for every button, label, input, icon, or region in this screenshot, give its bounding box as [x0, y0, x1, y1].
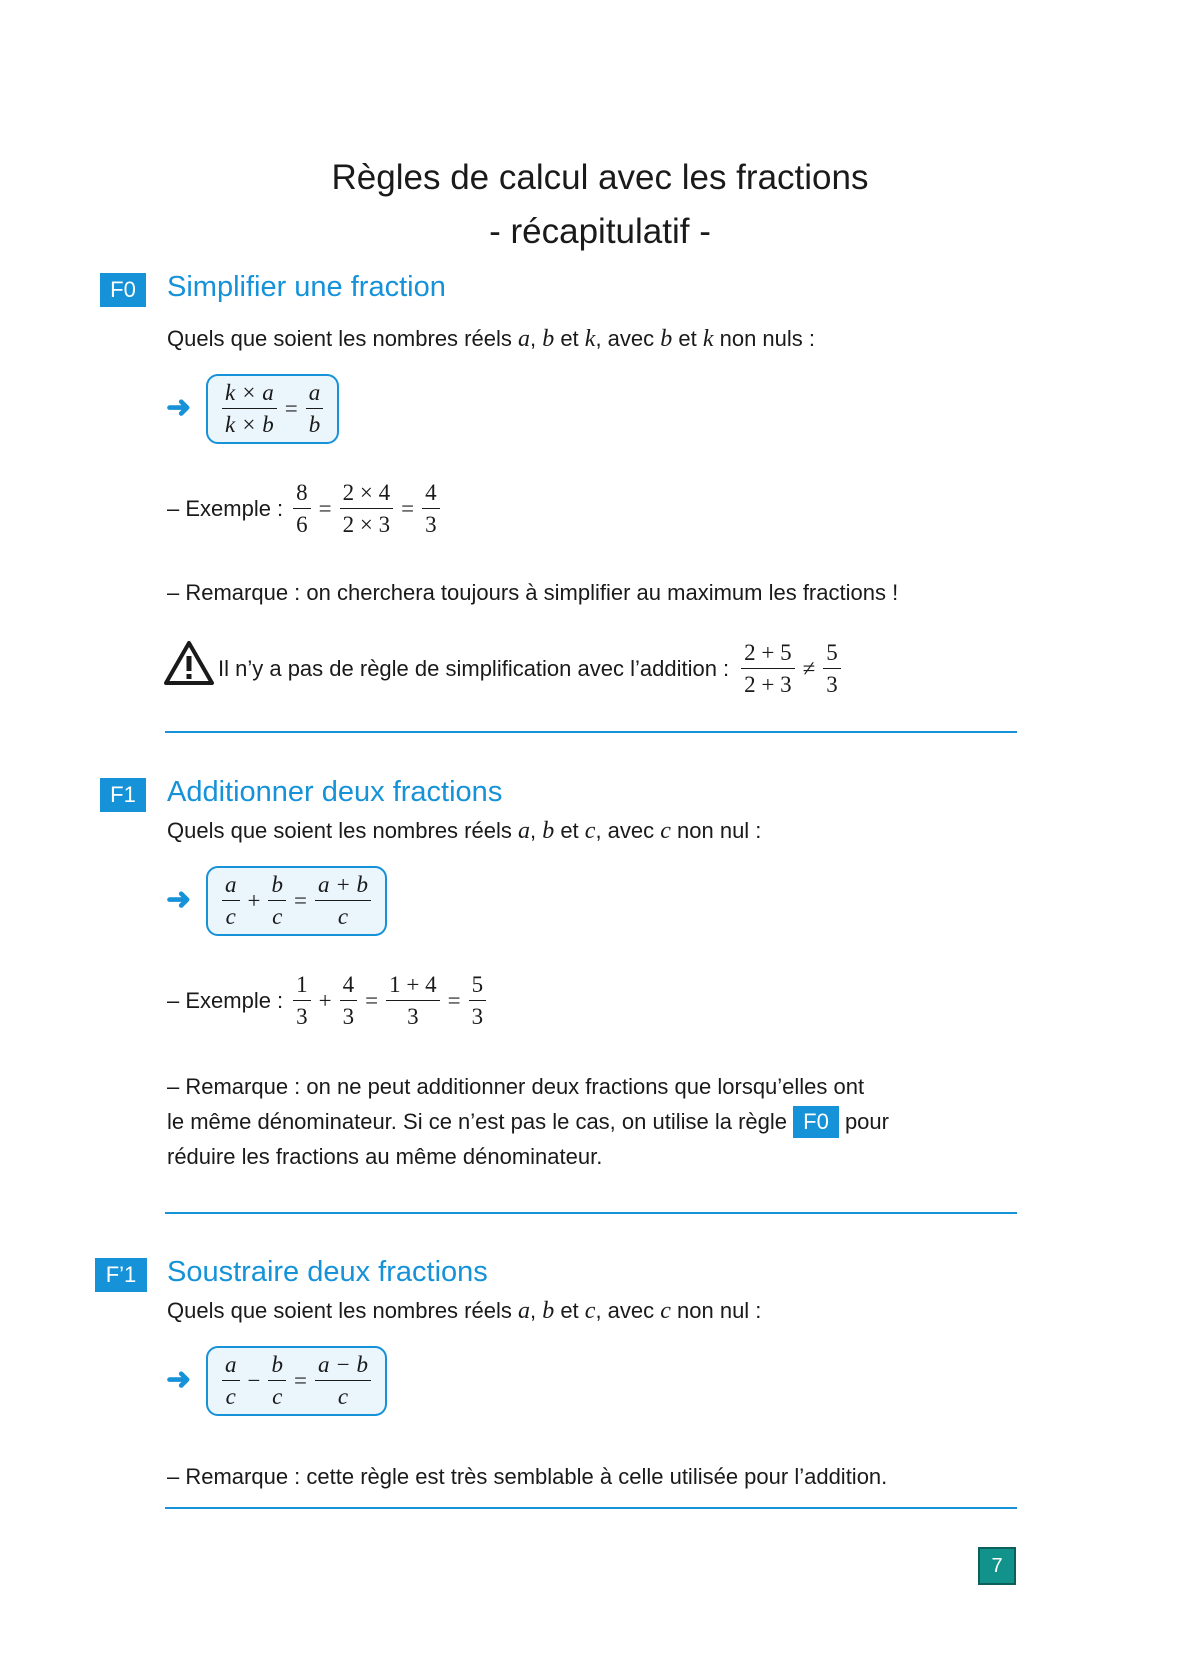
example-formula: $\frac{1}{3}$ + $\frac{4}{3}$ = $\frac{1 + 4}{3}$ = $\frac{5}{3}$: [289, 972, 490, 1030]
rule-formula: $\frac{k \times a}{k \times b}$ = $\frac{a}{b}$: [218, 380, 327, 438]
fraction: $\frac{a}{c}$: [222, 1352, 240, 1410]
fraction: $\frac{5}{3}$: [823, 640, 841, 698]
rule-formula-box: [206, 866, 387, 936]
example-formula: $\frac{8}{6}$ = $\frac{2 \times 4}{2 \times 3}$ = $\frac{4}{3}$: [289, 480, 443, 538]
fraction: $\frac{8}{6}$: [293, 480, 311, 538]
section-tag: F’1: [95, 1258, 147, 1292]
section-remark-line2: le même dénominateur. Si ce n’est pas le cas, on utilise la règle F0 pour: [167, 1106, 889, 1138]
fraction: $\frac{k \times a}{k \times b}$: [222, 380, 277, 438]
fraction: $\frac{1}{3}$: [293, 972, 311, 1030]
section-divider: [165, 1212, 1017, 1214]
section-divider: [165, 731, 1017, 733]
warning-text: Il n’y a pas de règle de simplification avec l’addition :: [218, 655, 730, 681]
rule-formula-box: [206, 1346, 387, 1416]
fraction: $\frac{a}{c}$: [222, 872, 240, 930]
page-title: Règles de calcul avec les fractions: [331, 158, 869, 197]
arrow-right-icon: ➜: [166, 391, 192, 424]
fraction: $\frac{a - b}{c}$: [315, 1352, 371, 1410]
arrow-right-icon: ➜: [166, 883, 192, 916]
section-remark-line1: – Remarque : on ne peut additionner deux fractions que lorsqu’elles ont: [167, 1074, 865, 1099]
section-intro: Quels que soient les nombres réels a, b et c, avec c non nul :: [167, 818, 762, 844]
rule-formula: $\frac{a}{c}$ + $\frac{b}{c}$ = $\frac{a + b}{c}$: [218, 872, 375, 930]
fraction: $\frac{a}{b}$: [306, 380, 324, 438]
section-divider: [165, 1507, 1017, 1509]
arrow-right-icon: ➜: [166, 1363, 192, 1396]
fraction: $\frac{4}{3}$: [422, 480, 440, 538]
fraction: $\frac{b}{c}$: [268, 872, 286, 930]
page-subtitle: - récapitulatif -: [489, 212, 711, 251]
fraction: $\frac{a + b}{c}$: [315, 872, 371, 930]
fraction: $\frac{1 + 4}{3}$: [386, 972, 439, 1030]
fraction: $\frac{5}{3}$: [469, 972, 487, 1030]
rule-formula: $\frac{a}{c}$ − $\frac{b}{c}$ = $\frac{a - b}{c}$: [218, 1352, 375, 1410]
example-row: [167, 972, 490, 1030]
page-number: 7: [978, 1547, 1016, 1585]
section-remark: – Remarque : cette règle est très semblable à celle utilisée pour l’addition.: [167, 1464, 888, 1489]
section-heading: Simplifier une fraction: [167, 271, 446, 303]
warning-formula: $\frac{2 + 5}{2 + 3}$ ≠ $\frac{5}{3}$: [737, 640, 845, 698]
section-intro: Quels que soient les nombres réels a, b et k, avec b et k non nuls :: [167, 326, 815, 352]
section-remark-line3: réduire les fractions au même dénominateur.: [167, 1144, 603, 1169]
rule-formula-box: [206, 374, 339, 444]
fraction: $\frac{2 \times 4}{2 \times 3}$: [340, 480, 393, 538]
section-tag: F1: [100, 778, 146, 812]
section-heading: Soustraire deux fractions: [167, 1256, 488, 1288]
rule-reference-tag[interactable]: F0: [793, 1106, 839, 1138]
section-remark: – Remarque : on cherchera toujours à simplifier au maximum les fractions !: [167, 580, 899, 605]
section-tag: F0: [100, 273, 146, 307]
warning-triangle-icon: [163, 640, 215, 691]
section-heading: Additionner deux fractions: [167, 776, 503, 808]
fraction: $\frac{2 + 5}{2 + 3}$: [741, 640, 794, 698]
example-label: – Exemple :: [167, 495, 284, 521]
section-intro: Quels que soient les nombres réels a, b et c, avec c non nul :: [167, 1298, 762, 1324]
fraction: $\frac{4}{3}$: [340, 972, 358, 1030]
example-row: [167, 480, 444, 538]
fraction: $\frac{b}{c}$: [268, 1352, 286, 1410]
warning-row: [218, 640, 845, 698]
example-label: – Exemple :: [167, 987, 284, 1013]
